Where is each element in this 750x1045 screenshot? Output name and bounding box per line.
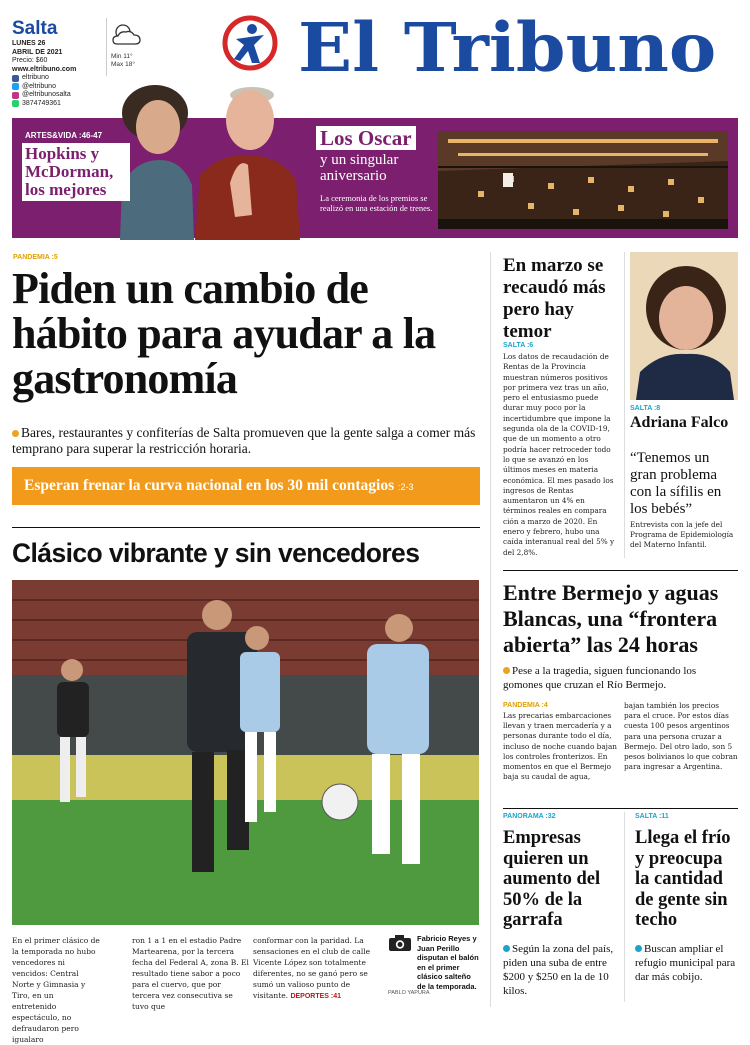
column-divider <box>624 812 625 1002</box>
empresas-kicker: PANORAMA :32 <box>503 813 556 820</box>
main-kicker: PANDEMIA :5 <box>13 254 58 261</box>
facebook-icon <box>12 75 19 82</box>
column-divider <box>490 252 491 1007</box>
main-headline[interactable]: Piden un cambio de hábito para ayudar a la gastronomía <box>12 264 436 403</box>
bermejo-text-col2: bajan también los precios para el cruce. Por estos días cuesta 100 pesos argentinos para una persona cruzar a Bermejo. Del otro lado, son 5 pesos bolivianos lo que cobran para ingresar a Argentina. <box>624 701 738 772</box>
photo-caption: Fabricio Reyes y Juan Perillo disputan el balón en el primer clásico salteño de la temporada. <box>417 934 479 991</box>
cloud-sun-icon <box>109 20 149 50</box>
band-kicker: ARTES&VIDA :46-47 <box>22 130 105 141</box>
soccer-match-photo <box>12 580 479 925</box>
social-twitter[interactable]: @eltribuno <box>12 83 102 92</box>
falco-portrait-photo <box>630 252 738 400</box>
bullet-dot-icon <box>503 667 510 674</box>
divider <box>12 527 480 528</box>
empresas-headline[interactable]: Empresas quieren un aumento del 50% de la garrafa <box>503 828 601 930</box>
marzo-headline[interactable]: En marzo se recaudó más pero hay temor <box>503 255 606 342</box>
sports-text-col2: ron 1 a 1 en el estadio Padre Martearena, por la tercera fecha del Federal A, zona B. El resultado tiene sabor a poco para el cuervo, que por tercera vez consecutiva se tuvo que <box>132 936 249 1011</box>
oscar-subtitle: y un singular aniversario <box>320 152 399 184</box>
social-whatsapp[interactable]: 3874749361 <box>12 100 102 109</box>
column-divider <box>624 252 625 558</box>
sports-text-col1: En el primer clásico de la temporada no hubo vencedores ni vencidos: Central Norte y Gimnasia y Tiro, en un entretenido espectáculo, no defraudaron pero igualaro <box>12 936 100 1044</box>
falco-kicker: SALTA :8 <box>630 405 661 412</box>
temp-min: Min 11° <box>111 53 133 60</box>
frio-headline[interactable]: Llega el frío y preocupa la cantidad de gente sin techo <box>635 828 731 930</box>
falco-name[interactable]: Adriana Falco <box>630 414 729 431</box>
whatsapp-icon <box>12 100 19 107</box>
oscar-caption: La ceremonia de los premios se realizó en una estación de trenes. <box>320 193 433 213</box>
camera-icon <box>388 934 412 952</box>
website-link[interactable]: www.eltribuno.com <box>12 65 77 73</box>
logo-emblem-icon <box>222 15 278 71</box>
main-summary: Bares, restaurantes y confiterías de Salta promueven que la gente salga a comer más temprano para superar la restricción horaria. <box>12 425 476 456</box>
sports-headline[interactable]: Clásico vibrante y sin vencedores <box>12 538 420 568</box>
falco-quote: “Tenemos un gran problema con la sífilis en los bebés” <box>630 450 722 517</box>
divider <box>503 570 738 571</box>
marzo-text: Los datos de recaudación de Rentas de la Provincia muestran números positivos por primera vez tras un año, pero el entusiasmo puede durar muy poco por la incertidumbre que impone la segunda ola de la COVID-19, que de un momento a otro podría hacer retroceder todo lo que se avanzó en los últimos meses en materia económica. El mes pasado los ingresos de Rentas aumentaron un 4% en términos reales en compara ción a marzo de 2020. En enero y febrero, hubo una caída interanual real del 5% y del 2,8%. <box>503 352 615 557</box>
bullet-dot-icon <box>635 945 642 952</box>
bermejo-headline[interactable]: Entre Bermejo y aguas Blancas, una “frontera abierta” las 24 horas <box>503 580 719 657</box>
instagram-icon <box>12 92 19 99</box>
edition-city: Salta <box>12 18 58 39</box>
photo-credit: PABLO YAPURA <box>388 990 430 996</box>
empresas-summary: Según la zona del país, piden una suba de entre $200 y $250 en la de 10 kilos. <box>503 943 614 997</box>
oscar-teaser[interactable] <box>316 126 436 231</box>
social-instagram[interactable]: @eltribunosalta <box>12 91 102 100</box>
bermejo-summary: Pese a la tragedia, siguen funcionando los gomones que cruzan el Río Bermejo. <box>503 665 697 691</box>
bar-page-ref: :2-3 <box>398 482 414 492</box>
bermejo-kicker: PANDEMIA :4 <box>503 702 548 709</box>
twitter-icon <box>12 83 19 90</box>
edition-month: ABRIL DE 2021 <box>12 48 63 56</box>
edition-price: Precio: $60 <box>12 57 48 64</box>
oscar-venue-photo <box>438 131 728 229</box>
edition-day: LUNES 26 <box>12 40 46 47</box>
secondary-headline-bar[interactable] <box>12 467 480 505</box>
band-headline[interactable]: Hopkins y McDorman, los mejores <box>22 143 130 201</box>
bar-text: Esperan frenar la curva nacional en los 30 mil contagios <box>24 477 395 494</box>
sports-section-ref[interactable]: DEPORTES :41 <box>290 993 342 1000</box>
social-facebook[interactable]: eltribuno <box>12 74 102 83</box>
bullet-dot-icon <box>12 430 19 437</box>
oscar-title: Los Oscar <box>316 126 416 150</box>
bermejo-text-col1: Las precarias embarcaciones llevan y traen mercadería y a personas durante todo el día, incluso de noche cuando bajan los controles fronterizos. En momentos en que el Bermejo baja su caudal de agua, <box>503 711 617 782</box>
sports-text-col3: conformar con la paridad. La sensaciones en el club de calle Vicente López son totalmente diferentes, no se ganó pero se sumó un valioso punto de visitante. DEPORTES :41 <box>253 936 371 1000</box>
temp-max: Max 18° <box>111 61 135 68</box>
falco-subtitle: Entrevista con la jefe del Programa de Epidemiología del Materno Infantil. <box>630 520 734 549</box>
frio-summary: Buscan ampliar el refugio municipal para dar más cobijo. <box>635 943 736 983</box>
newspaper-logo[interactable]: El Tribuno <box>298 8 717 87</box>
frio-kicker: SALTA :11 <box>635 813 669 820</box>
divider <box>503 808 738 809</box>
bullet-dot-icon <box>503 945 510 952</box>
marzo-kicker: SALTA :6 <box>503 342 534 349</box>
